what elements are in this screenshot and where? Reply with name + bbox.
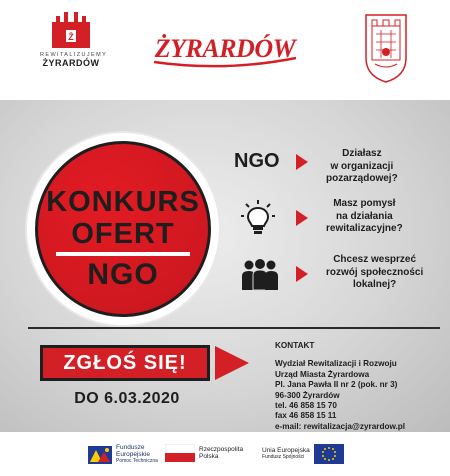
contact-block — [275, 341, 447, 432]
apply-button[interactable]: ZGŁOŚ SIĘ! — [40, 345, 210, 381]
fundusze-europejskie-logo — [88, 444, 158, 465]
revitalization-logo — [40, 10, 108, 68]
revitalization-logo-line2: ŻYRARDÓW — [42, 58, 100, 68]
contact-line: Wydział Rewitalizacji i Rozwoju — [275, 359, 397, 369]
question-text — [326, 254, 423, 292]
svg-text:Ż: Ż — [68, 32, 74, 42]
question-line: lokalnej? — [352, 279, 397, 290]
contact-email[interactable]: e-mail: rewitalizacja@zyrardow.pl — [275, 421, 406, 431]
question-line: pozarządowej? — [326, 173, 398, 184]
contest-title-line1: KONKURS — [46, 186, 200, 218]
arrow-right-icon — [296, 154, 308, 170]
arrow-right-icon — [296, 266, 308, 282]
arrow-right-icon — [215, 346, 249, 380]
contest-title-line3: NGO — [87, 258, 159, 291]
people-group-icon — [240, 258, 280, 297]
question-line: na działania — [336, 210, 393, 222]
contest-badge — [27, 133, 219, 325]
ue-logo-line2: Fundusz Spójności — [262, 454, 305, 460]
contest-title-line2: OFERT — [71, 218, 175, 250]
zyrardow-brand-logo — [150, 28, 300, 68]
ngo-label: NGO — [234, 150, 280, 172]
contest-circle — [35, 141, 211, 317]
question-line: rozwój społeczności — [326, 266, 424, 278]
fe-logo-line1: Fundusze — [116, 444, 145, 451]
header-logo-strip — [0, 0, 450, 100]
contest-title-divider — [56, 252, 190, 256]
question-idea — [232, 198, 442, 242]
lightbulb-icon — [240, 200, 276, 243]
revitalization-logo-line1: REWITALIZUJEMY — [40, 52, 108, 58]
factory-gear-icon — [46, 10, 96, 50]
eu-flag-icon — [314, 444, 344, 464]
question-line: Chcesz wesprzeć — [333, 254, 417, 265]
deadline-text: DO 6.03.2020 — [74, 390, 180, 407]
contact-line: tel. 46 858 15 70 — [275, 401, 337, 411]
unia-europejska-logo — [262, 444, 344, 464]
question-line: w organizacji — [330, 160, 394, 172]
question-line: rewitalizacyjne? — [326, 223, 403, 234]
contact-heading: KONTAKT — [275, 341, 315, 350]
rp-logo-line1: Rzeczpospolita — [199, 446, 244, 453]
rzeczpospolita-polska-logo — [165, 444, 243, 462]
crest-icon — [363, 12, 409, 89]
arrow-right-icon — [296, 210, 308, 226]
question-ngo — [232, 148, 442, 188]
footer-logos — [0, 432, 450, 476]
question-line: Działasz — [342, 148, 382, 159]
ue-logo-line1: Unia Europejska — [262, 447, 310, 454]
question-line: Masz pomysł — [333, 198, 396, 209]
contact-line: 96-300 Żyrardów — [275, 390, 340, 400]
polish-flag-icon — [165, 444, 195, 462]
question-text — [326, 198, 403, 236]
rp-logo-line2: Polska — [199, 453, 219, 460]
fe-mark-icon — [88, 446, 112, 464]
brand-logo-text: ŻYRARDÓW — [154, 34, 296, 63]
fe-logo-line2: Europejskie — [116, 451, 150, 458]
contact-line: Urząd Miasta Żyrardowa — [275, 369, 370, 379]
fe-logo-line3: Pomoc Techniczna — [116, 458, 158, 464]
question-text — [326, 148, 398, 186]
contact-line: Pl. Jana Pawła II nr 2 (pok. nr 3) — [275, 380, 398, 390]
section-divider — [28, 327, 440, 329]
contact-line: fax 46 858 15 11 — [275, 411, 337, 421]
question-community — [232, 254, 442, 298]
